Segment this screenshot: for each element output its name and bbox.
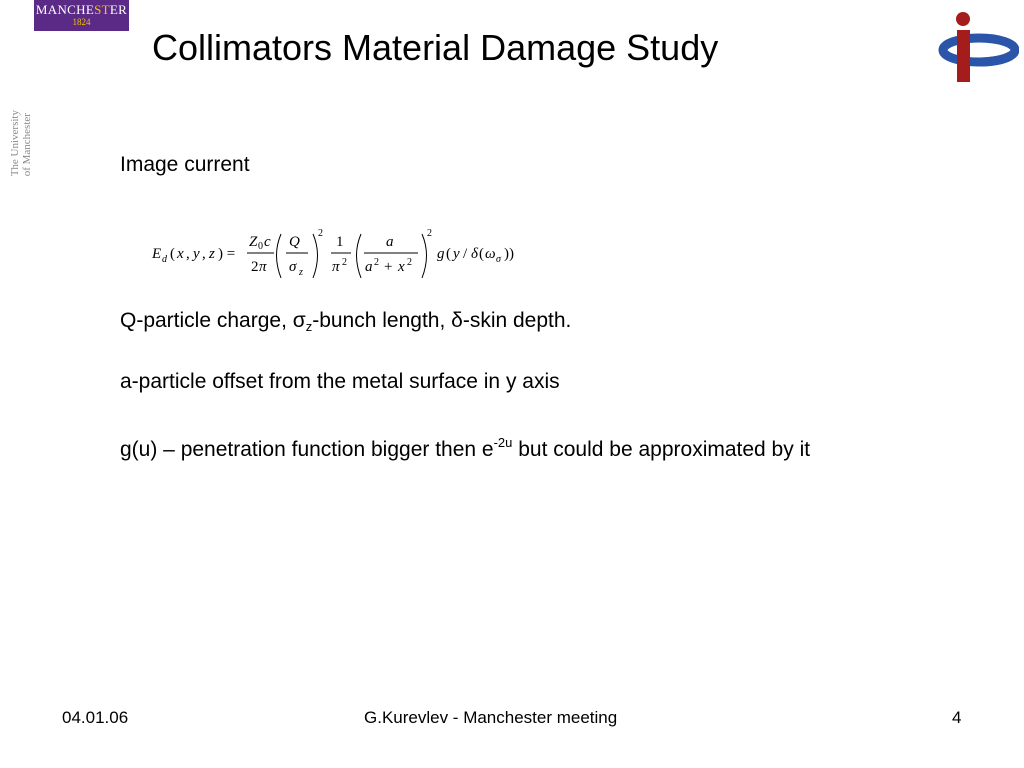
university-name-vertical	[9, 110, 45, 176]
svg-text:(: (	[170, 246, 175, 262]
svg-text:σ: σ	[496, 254, 501, 265]
svg-text:2: 2	[374, 257, 379, 268]
charge-definition-line	[120, 309, 571, 339]
university-logo	[34, 0, 129, 31]
text-part: Q-particle charge, σ	[120, 309, 306, 332]
svg-text:(: (	[479, 246, 484, 262]
svg-text:z: z	[209, 246, 215, 262]
svg-text:1: 1	[336, 234, 344, 250]
slide-title: Collimators Material Damage Study	[152, 27, 719, 68]
logo-wordmark-part: MANCHE	[35, 2, 95, 17]
subscript: z	[305, 319, 313, 334]
text-part: but could be approximated by it	[512, 438, 811, 461]
svg-text:g: g	[437, 246, 445, 262]
svg-text:d: d	[162, 254, 167, 265]
text-part: g(u) – penetration function bigger then e	[120, 438, 494, 461]
offset-definition-line: a-particle offset from the metal surface in y axis	[120, 370, 560, 393]
svg-text:0: 0	[258, 241, 263, 252]
footer-title: G.Kurevlev - Manchester meeting	[364, 708, 618, 727]
svg-text:)): ))	[504, 246, 514, 262]
svg-text:/: /	[463, 246, 468, 262]
section-heading: Image current	[120, 153, 250, 176]
svg-text:x: x	[177, 246, 184, 262]
svg-text:x: x	[398, 259, 405, 275]
svg-text:2: 2	[251, 259, 259, 275]
logo-wordmark-accent: ST	[94, 2, 110, 17]
svg-text:π: π	[259, 259, 267, 275]
svg-text:y: y	[453, 246, 460, 262]
svg-text:π: π	[332, 259, 340, 275]
svg-text:,: ,	[202, 246, 206, 262]
svg-text:2: 2	[407, 257, 412, 268]
svg-text:σ: σ	[289, 259, 297, 275]
svg-text:c: c	[264, 234, 271, 250]
svg-text:) =: ) =	[218, 246, 236, 262]
superscript: -2u	[493, 435, 513, 450]
svg-text:a: a	[386, 234, 394, 250]
svg-text:Z: Z	[249, 234, 258, 250]
svg-text:2: 2	[318, 228, 323, 239]
svg-text:2: 2	[342, 257, 347, 268]
svg-text:(: (	[446, 246, 451, 262]
page-number: 4	[952, 708, 962, 727]
text-part: -bunch length, δ-skin depth.	[312, 309, 572, 332]
svg-text:,: ,	[186, 246, 190, 262]
logo-wordmark-part: ER	[109, 2, 128, 17]
svg-text:a: a	[365, 259, 373, 275]
logo-wordmark	[34, 0, 129, 17]
svg-text:y: y	[193, 246, 200, 262]
svg-text:+: +	[384, 259, 393, 275]
footer-date: 04.01.06	[62, 708, 129, 727]
svg-text:E: E	[152, 246, 162, 262]
svg-text:ω: ω	[485, 246, 496, 262]
penetration-function-line	[120, 431, 920, 462]
svg-text:z: z	[299, 267, 303, 278]
svg-text:δ: δ	[471, 246, 478, 262]
institute-logo-icon	[935, 10, 1019, 85]
svg-text:2: 2	[427, 228, 432, 239]
svg-text:Q: Q	[289, 234, 300, 250]
image-current-formula	[148, 222, 538, 288]
university-line: The University	[9, 110, 21, 177]
university-line: of Manchester	[21, 113, 33, 177]
logo-year: 1824	[72, 17, 91, 27]
